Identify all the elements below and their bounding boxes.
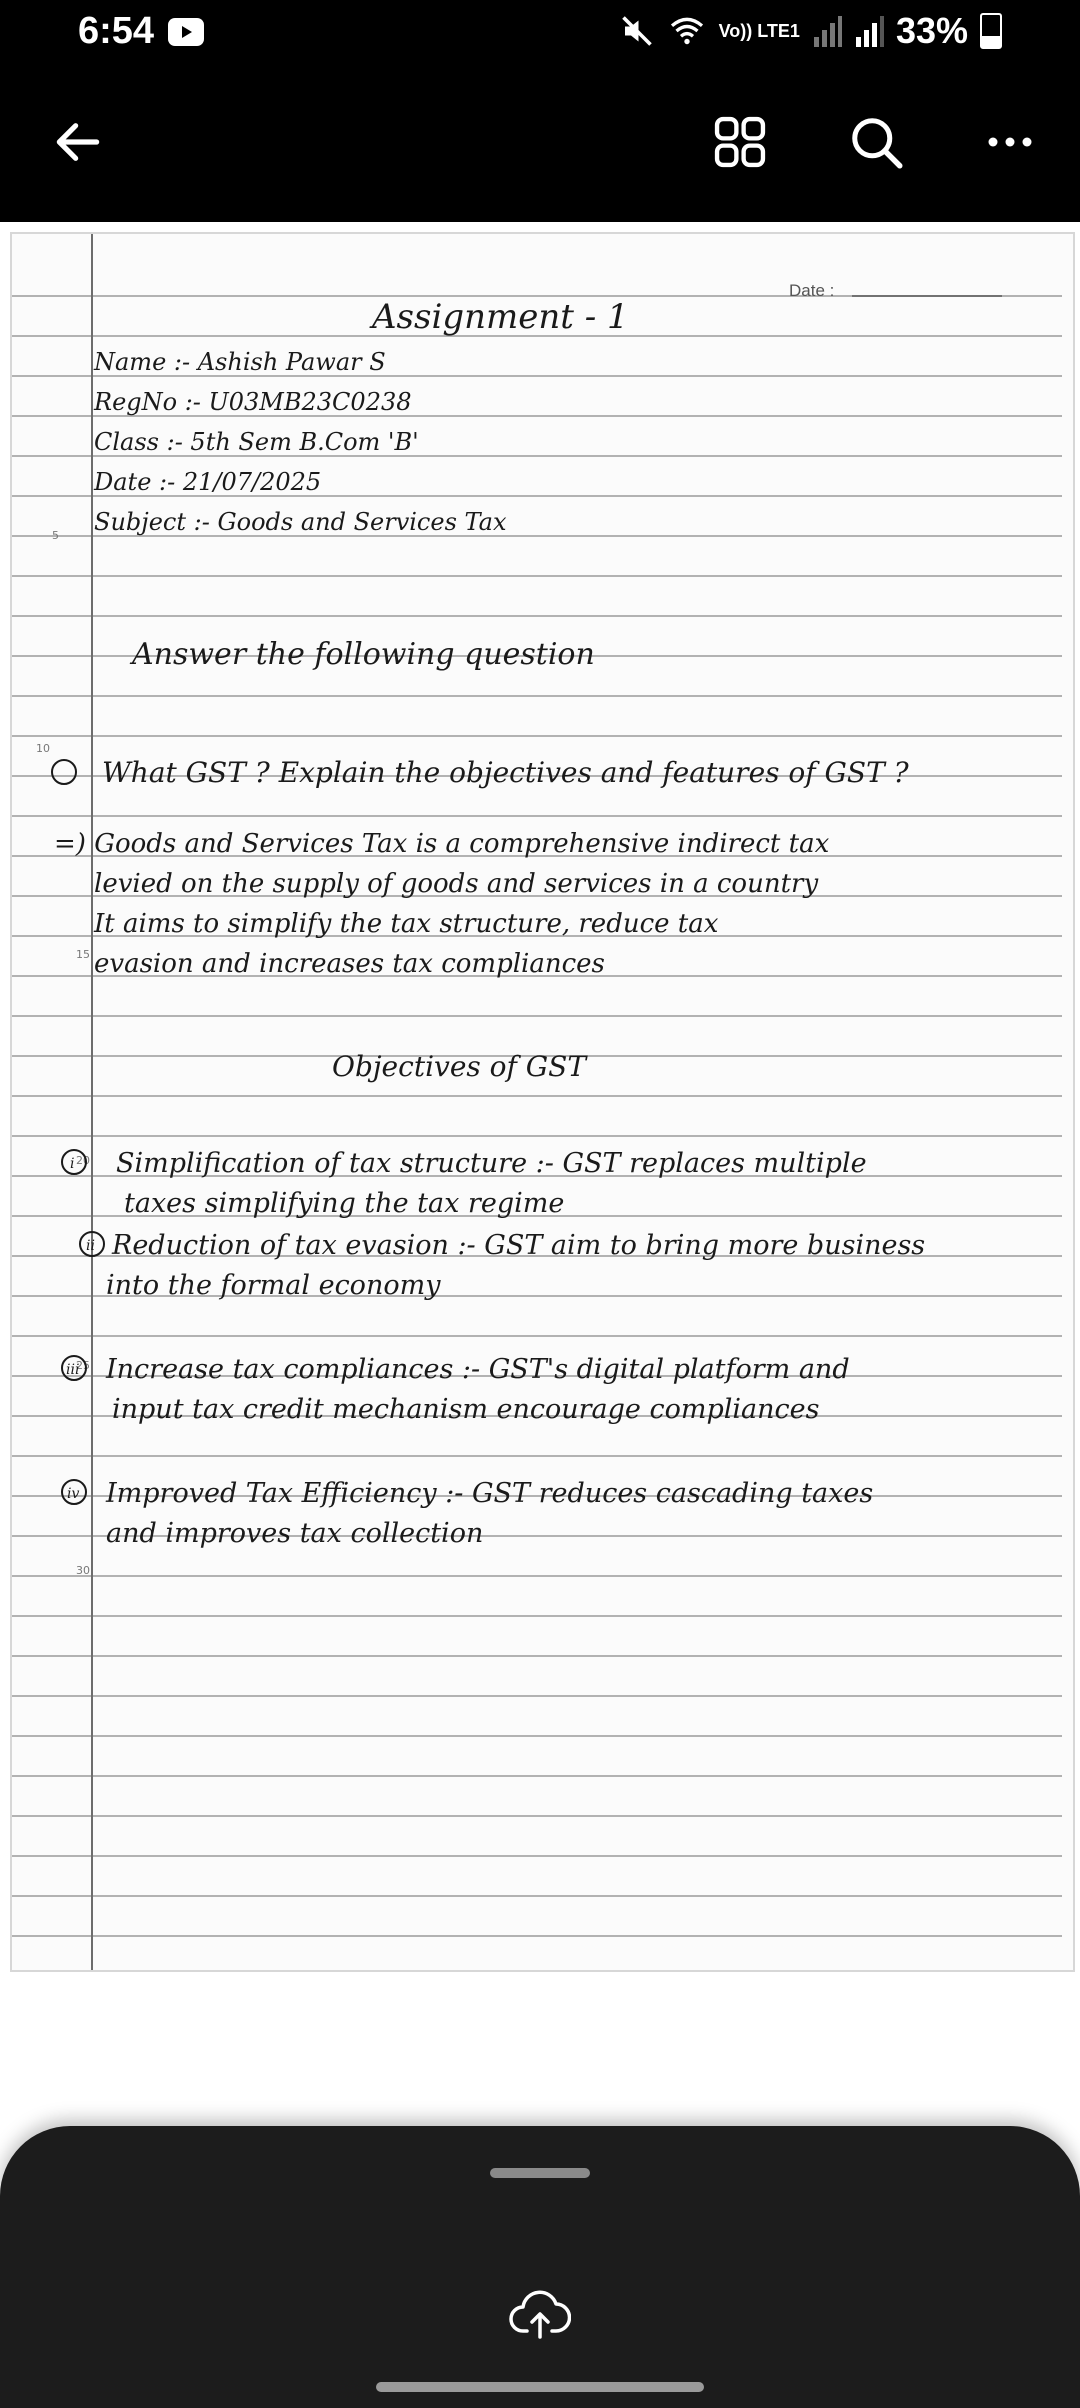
objective-line: into the formal economy bbox=[106, 1270, 441, 1301]
youtube-notification-icon bbox=[168, 18, 204, 46]
back-button[interactable] bbox=[38, 102, 118, 182]
margin-number: 25 bbox=[76, 1359, 90, 1372]
battery-icon bbox=[980, 13, 1002, 49]
notebook-page bbox=[12, 234, 1073, 1970]
objective-line: Simplification of tax structure :- GST replaces multiple bbox=[116, 1148, 867, 1179]
objective-number: ii bbox=[86, 1238, 95, 1254]
margin-number: 15 bbox=[76, 948, 90, 961]
ruled-lines bbox=[12, 296, 1062, 1936]
answer-line: levied on the supply of goods and services in a country bbox=[94, 869, 819, 899]
notebook-page-image[interactable] bbox=[10, 232, 1075, 1972]
more-options-button[interactable] bbox=[970, 102, 1050, 182]
upload-button[interactable] bbox=[500, 2280, 580, 2350]
class-line: Class :- 5th Sem B.Com 'B' bbox=[94, 428, 419, 456]
bottom-sheet[interactable] bbox=[0, 2126, 1080, 2408]
home-indicator[interactable] bbox=[376, 2382, 704, 2392]
assignment-title: Assignment - 1 bbox=[372, 297, 629, 337]
objective-number: iv bbox=[67, 1486, 80, 1502]
subject-line: Subject :- Goods and Services Tax bbox=[94, 508, 507, 536]
date-label: Date : bbox=[789, 281, 835, 300]
arrow-left-icon bbox=[50, 114, 106, 170]
objectives-heading: Objectives of GST bbox=[332, 1050, 587, 1083]
status-bar bbox=[0, 0, 1080, 64]
search-icon bbox=[846, 112, 906, 172]
reg-number: RegNo :- U03MB23C0238 bbox=[94, 388, 412, 416]
objective-line: Reduction of tax evasion :- GST aim to bring more business bbox=[112, 1230, 926, 1261]
margin-number: 20 bbox=[76, 1154, 90, 1167]
objective-line: Increase tax compliances :- GST's digital platform and bbox=[106, 1354, 850, 1385]
answer-line: =) Goods and Services Tax is a comprehensive indirect tax bbox=[54, 829, 830, 859]
grid-icon bbox=[711, 113, 769, 171]
search-button[interactable] bbox=[836, 102, 916, 182]
drag-handle[interactable] bbox=[490, 2168, 590, 2178]
instruction-heading: Answer the following question bbox=[132, 637, 595, 672]
app-bar bbox=[0, 64, 1080, 222]
mute-icon bbox=[619, 13, 655, 49]
objective-number: iii bbox=[66, 1362, 80, 1378]
signal-icon-2 bbox=[854, 15, 884, 47]
status-icons bbox=[619, 10, 1002, 52]
grid-view-button[interactable] bbox=[700, 102, 780, 182]
wifi-icon bbox=[667, 13, 707, 49]
signal-icon bbox=[812, 15, 842, 47]
margin-number: 30 bbox=[76, 1564, 90, 1577]
cloud-upload-icon bbox=[509, 2289, 571, 2341]
question-text: What GST ? Explain the objectives and features of GST ? bbox=[102, 756, 909, 789]
status-time: 6:54 bbox=[78, 10, 155, 52]
objective-line: input tax credit mechanism encourage compliances bbox=[112, 1394, 820, 1425]
objective-line: taxes simplifying the tax regime bbox=[124, 1188, 565, 1219]
answer-line: evasion and increases tax compliances bbox=[94, 949, 605, 979]
network-indicator: Vo)) LTE1 bbox=[718, 21, 800, 41]
margin-number: 10 bbox=[36, 742, 50, 755]
question-number-circle bbox=[52, 760, 76, 784]
date-line: Date :- 21/07/2025 bbox=[94, 468, 322, 496]
battery-percentage: 33% bbox=[895, 10, 968, 51]
objective-line: and improves tax collection bbox=[106, 1518, 484, 1549]
student-name: Name :- Ashish Pawar S bbox=[94, 348, 386, 376]
objective-line: Improved Tax Efficiency :- GST reduces cascading taxes bbox=[106, 1478, 874, 1509]
more-horizontal-icon bbox=[985, 132, 1035, 152]
margin-number: 5 bbox=[52, 529, 59, 542]
objective-number: i bbox=[70, 1156, 75, 1172]
answer-line: It aims to simplify the tax structure, reduce tax bbox=[94, 909, 719, 939]
